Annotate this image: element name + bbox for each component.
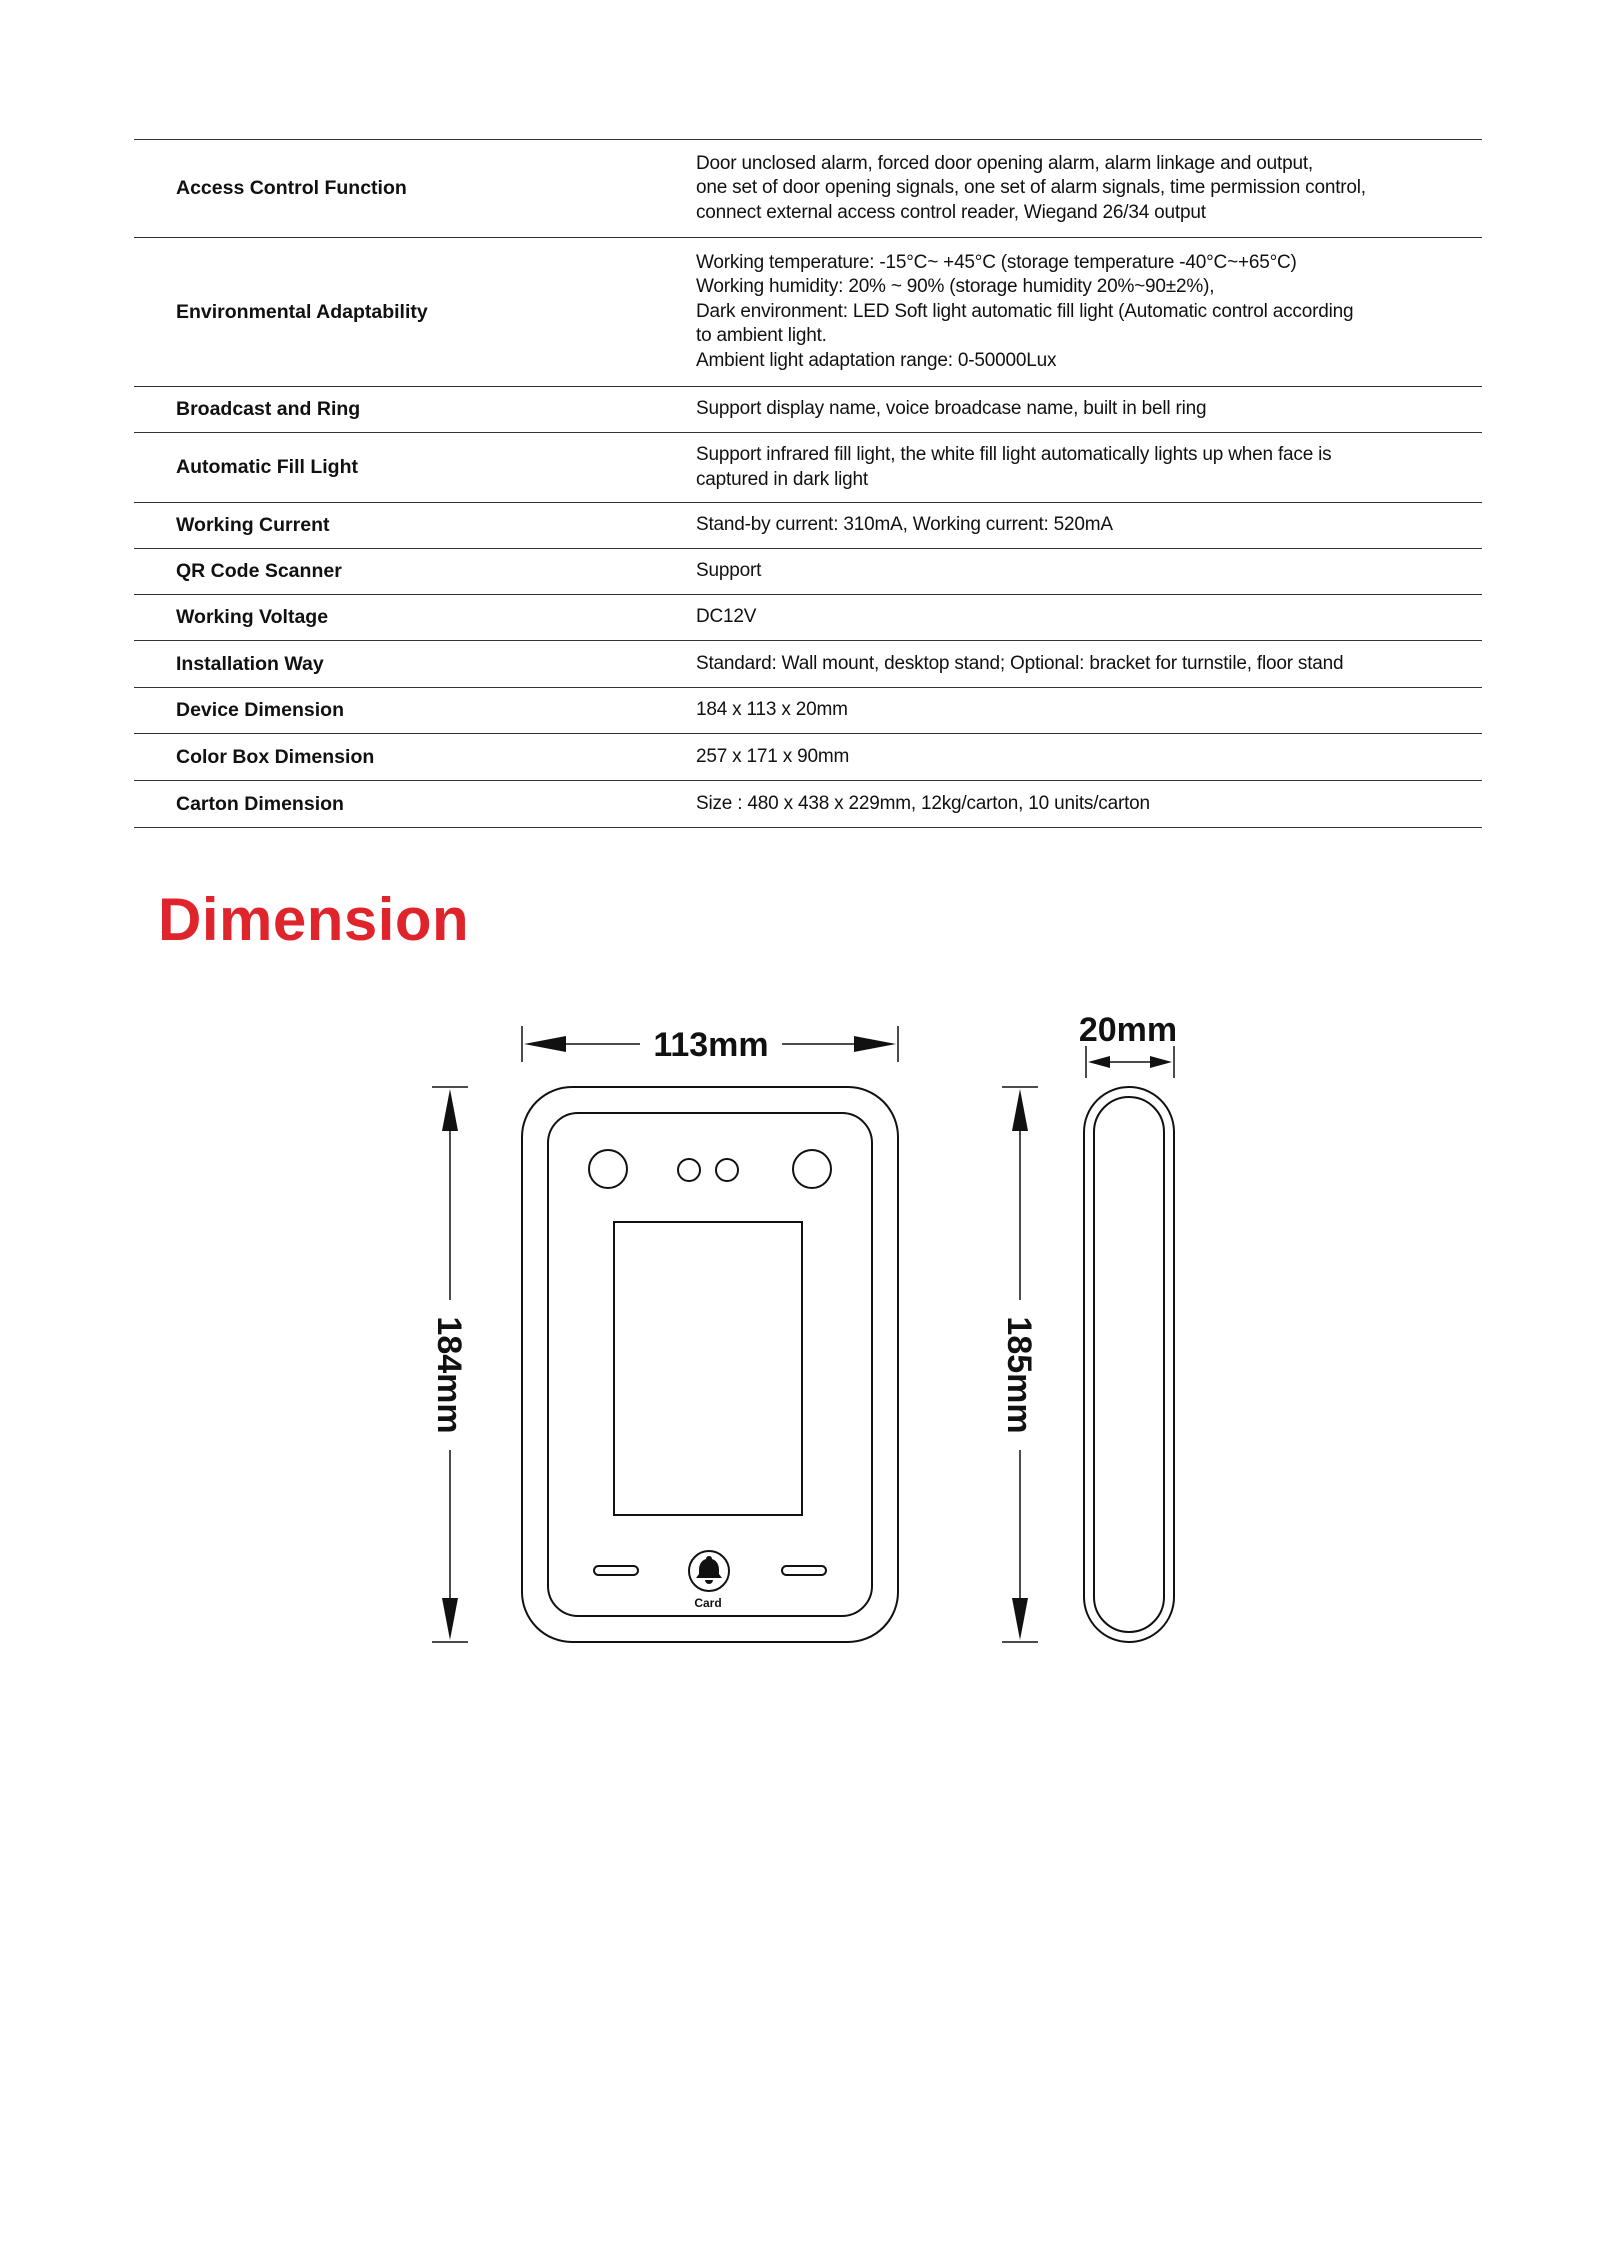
width-label: 113mm [653, 1026, 769, 1064]
device-front-view [522, 1087, 898, 1642]
section-title: Dimension [158, 886, 470, 953]
arrow-up-icon [1012, 1089, 1028, 1131]
side-height-dimension [1000, 1087, 1038, 1642]
spec-label: Color Box Dimension [176, 745, 375, 768]
arrow-right-icon [854, 1036, 896, 1052]
spec-label: Carton Dimension [176, 792, 344, 815]
arrow-left-icon [1088, 1056, 1110, 1068]
spec-value: Standard: Wall mount, desktop stand; Optional: bracket for turnstile, floor stand [696, 652, 1344, 674]
spec-label: Installation Way [176, 652, 324, 675]
side-outer-frame [1084, 1087, 1174, 1642]
depth-label: 20mm [1078, 1011, 1178, 1049]
arrow-right-icon [1150, 1056, 1172, 1068]
spec-label: Device Dimension [176, 699, 344, 722]
arrow-up-icon [442, 1089, 458, 1131]
spec-value: Support [696, 560, 762, 582]
indicator-left [594, 1566, 638, 1575]
camera-right-icon [793, 1150, 831, 1188]
spec-value: Support display name, voice broadcase name, built in bell ring [696, 398, 1207, 420]
spec-value: DC12V [696, 606, 757, 628]
device-side-view [1084, 1087, 1174, 1642]
arrow-left-icon [524, 1036, 566, 1052]
width-dimension [522, 1026, 898, 1064]
spec-label: Access Control Function [176, 177, 407, 200]
spec-label: Environmental Adaptability [176, 300, 428, 323]
spec-label: Automatic Fill Light [176, 456, 358, 479]
spec-value: Stand-by current: 310mA, Working current: 520mA [696, 514, 1113, 536]
spec-label: Broadcast and Ring [176, 398, 361, 421]
indicator-right [782, 1566, 826, 1575]
spec-value: 257 x 171 x 90mm [696, 745, 850, 767]
side-height-label: 185mm [1000, 1316, 1038, 1434]
depth-dimension [1079, 1011, 1177, 1078]
sensor-icon [678, 1159, 700, 1181]
spec-value: Door unclosed alarm, forced door opening alarm, alarm linkage and output, one set of door opening signals, one set of alarm signals, time permission control, connect external access control reader, Wiegand 26/34 output [696, 152, 1366, 223]
height-dimension [430, 1087, 468, 1642]
side-inner-frame [1094, 1097, 1164, 1632]
bell-icon [696, 1556, 722, 1584]
spec-value: Support infrared fill light, the white fill light automatically lights up when face is captured in dark light [696, 444, 1332, 490]
spec-label: QR Code Scanner [176, 560, 342, 583]
sensor-icon [716, 1159, 738, 1181]
spec-value: Working temperature: -15°C~ +45°C (storage temperature -40°C~+65°C) Working humidity: 20% ~ 90% (storage humidity 20%~90±2%), Dark environment: LED Soft light automatic fill light (Automatic control according to ambient light. Ambient light adaptation range: 0-50000Lux [696, 251, 1354, 371]
card-label: Card [694, 1596, 722, 1610]
spec-label: Working Current [176, 514, 330, 537]
device-inner-frame [548, 1113, 872, 1616]
spec-value: Size : 480 x 438 x 229mm, 12kg/carton, 10 units/carton [696, 792, 1150, 814]
spec-label: Working Voltage [176, 606, 329, 629]
spec-value: 184 x 113 x 20mm [696, 699, 848, 721]
camera-left-icon [589, 1150, 627, 1188]
screen [614, 1222, 802, 1515]
height-label: 184mm [430, 1316, 468, 1434]
